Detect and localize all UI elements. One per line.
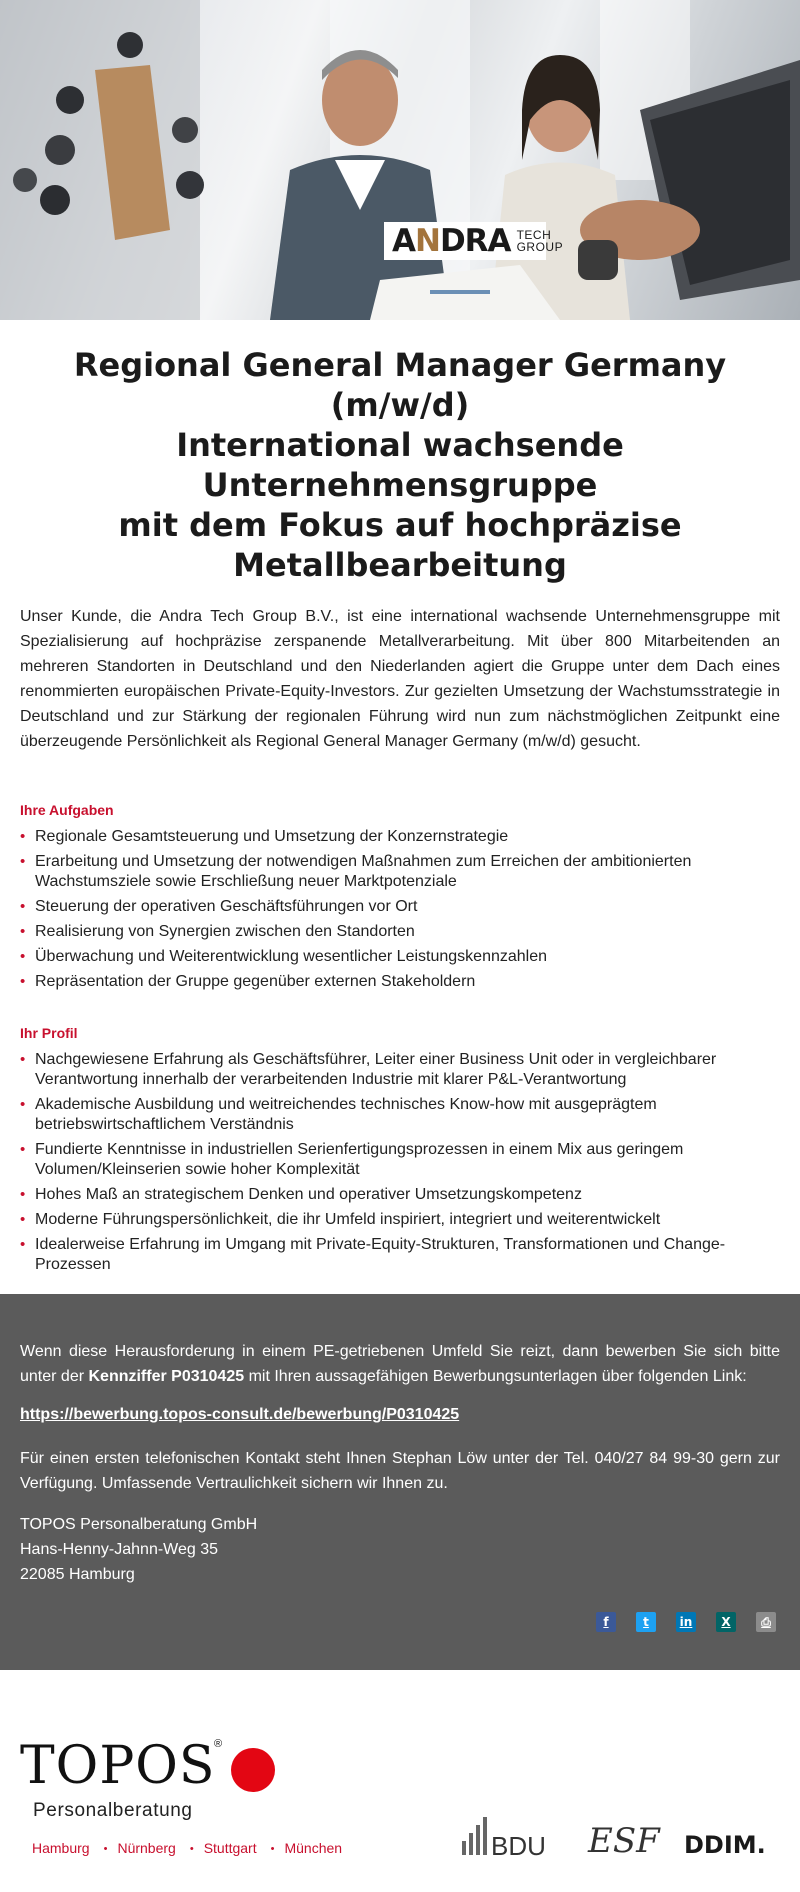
list-item: • Hohes Maß an strategischem Denken und operativer Umsetzungskompetenz	[20, 1185, 780, 1205]
city-separator: •	[270, 1843, 275, 1855]
logo-tagline-tech: TECH	[516, 228, 552, 242]
list-item: • Erarbeitung und Umsetzung der notwendigen Maßnahmen zum Erreichen der ambitionierten Wachstumsziele sowie Erschließung neuer Marktpotenziale	[20, 852, 780, 892]
city-separator: •	[189, 1843, 194, 1855]
logo-tagline-group: GROUP	[516, 240, 564, 254]
membership-logos	[460, 1815, 780, 1857]
city-stuttgart: Stuttgart	[203, 1840, 257, 1856]
xing-icon[interactable]: X	[716, 1612, 736, 1632]
company-address	[20, 1512, 257, 1587]
company-name: TOPOS Personalberatung GmbH	[20, 1516, 258, 1533]
list-item: • Regionale Gesamtsteuerung und Umsetzung der Konzernstrategie	[20, 827, 780, 847]
topos-red-dot	[231, 1748, 275, 1792]
print-icon[interactable]: ⎙	[756, 1612, 776, 1632]
andra-tech-group-logo	[384, 222, 564, 260]
apply-text-part: Wenn diese Herausforderung in einem PE-getriebenen Umfeld Sie reizt, dann bewerben Sie sich bitte unter der	[20, 1343, 780, 1385]
list-item: • Steuerung der operativen Geschäftsführungen vor Ort	[20, 897, 780, 917]
application-link[interactable]: https://bewerbung.topos-consult.de/bewerbung/P0310425	[20, 1406, 460, 1423]
reference-number: Kennziffer P0310425	[88, 1368, 245, 1385]
bdu-logo	[462, 1817, 546, 1857]
contact-section	[0, 1294, 800, 1670]
tasks-heading: Ihre Aufgaben	[20, 802, 114, 818]
company-street: Hans-Henny-Jahnn-Weg 35	[20, 1541, 219, 1558]
list-item: • Überwachung und Weiterentwicklung wesentlicher Leistungskennzahlen	[20, 947, 780, 967]
twitter-icon[interactable]: t	[636, 1612, 656, 1632]
city-hamburg: Hamburg	[32, 1840, 90, 1856]
facebook-icon[interactable]: f	[596, 1612, 616, 1632]
list-item: • Repräsentation der Gruppe gegenüber externen Stakeholdern	[20, 972, 780, 992]
share-bar	[596, 1612, 776, 1632]
job-title-line: Metallbearbeitung	[233, 546, 567, 584]
topos-subtitle: Personalberatung	[33, 1800, 193, 1821]
job-title-line: International wachsende Unternehmensgruppe	[176, 426, 624, 504]
linkedin-icon[interactable]: in	[676, 1612, 696, 1632]
profile-list	[20, 1050, 780, 1280]
profile-heading: Ihr Profil	[20, 1025, 78, 1041]
apply-text	[20, 1339, 780, 1389]
apply-text-part: mit Ihren aussagefähigen Bewerbungsunterlagen über folgenden Link:	[244, 1368, 747, 1385]
hero-image	[0, 0, 800, 320]
list-item: • Nachgewiesene Erfahrung als Geschäftsführer, Leiter einer Business Unit oder in vergleichbarer Verantwortung innerhalb der verarbeitenden Industrie mit klarer P&L-Verantwortung	[20, 1050, 780, 1090]
company-city: 22085 Hamburg	[20, 1566, 135, 1583]
job-title	[16, 345, 784, 585]
list-item: • Akademische Ausbildung und weitreichendes technisches Know-how mit ausgeprägtem betriebswirtschaftlichem Verständnis	[20, 1095, 780, 1135]
list-item: • Fundierte Kenntnisse in industriellen Serienfertigungsprozessen in einem Mix aus geringem Volumen/Kleinserien sowie hoher Komplexität	[20, 1140, 780, 1180]
office-locations	[32, 1840, 342, 1858]
esf-text: ESF	[588, 1821, 660, 1857]
andra-logo-wordmark: ANDRA	[392, 222, 511, 259]
ddim-text: DDIM.	[684, 1831, 766, 1857]
topos-brand: TOPOS	[20, 1736, 216, 1796]
bdu-text: BDU	[491, 1831, 546, 1857]
job-title-line: Regional General Manager Germany (m/w/d)	[73, 346, 727, 424]
list-item: • Idealerweise Erfahrung im Umgang mit Private-Equity-Strukturen, Transformationen und Change-Prozessen	[20, 1235, 780, 1275]
registered-mark: ®	[214, 1738, 223, 1750]
list-item: • Moderne Führungspersönlichkeit, die ihr Umfeld inspiriert, integriert und weiterentwickelt	[20, 1210, 780, 1230]
list-item: • Realisierung von Synergien zwischen den Standorten	[20, 922, 780, 942]
ddim-logo	[684, 1831, 766, 1857]
city-nuernberg: Nürnberg	[117, 1840, 176, 1856]
company-intro: Unser Kunde, die Andra Tech Group B.V., ist eine international wachsende Unternehmensgruppe mit Spezialisierung auf hochpräzise zerspanende Metallverarbeitung. Mit über 800 Mitarbeitenden an mehreren Standorten in Deutschland und den Niederlanden agiert die Gruppe unter dem Dach eines renommierten europäischen Private-Equity-Investors. Zur gezielten Umsetzung der Wachstumsstrategie in Deutschland und zur Stärkung der regionalen Führung wird nun zum nächstmöglichen Zeitpunkt eine überzeugende Persönlichkeit als Regional General Manager Germany (m/w/d) gesucht.	[20, 608, 780, 750]
phone-contact-text: Für einen ersten telefonischen Kontakt steht Ihnen Stephan Löw unter der Tel. 040/27 84 99-30 gern zur Verfügung. Umfassende Vertraulichkeit sichern wir Ihnen zu.	[20, 1450, 780, 1492]
esf-logo	[587, 1821, 661, 1857]
tasks-list	[20, 827, 780, 997]
meeting-photo	[0, 0, 800, 320]
city-muenchen: München	[284, 1840, 343, 1856]
topos-logo	[20, 1736, 223, 1821]
city-separator: •	[103, 1843, 108, 1855]
job-title-line: mit dem Fokus auf hochpräzise	[118, 506, 682, 544]
